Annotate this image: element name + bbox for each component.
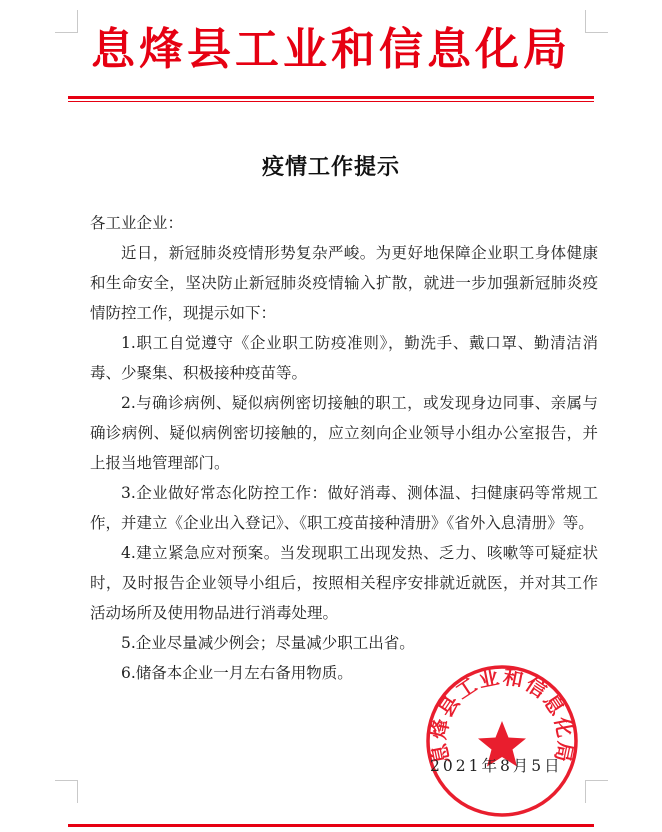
intro-paragraph: 近日，新冠肺炎疫情形势复杂严峻。为更好地保障企业职工身体健康和生命安全，坚决防止新冠肺炎疫情输入扩散，就进一步加强新冠肺炎疫情防控工作，现提示如下： — [90, 244, 598, 322]
crop-mark-bottom-left — [55, 780, 78, 803]
list-item-4: 4.建立紧急应对预案。当发现职工出现发热、乏力、咳嗽等可疑症状时，及时报告企业领导小组后，按照相关程序安排就近就医，并对其工作活动场所及使用物品进行消毒处理。 — [90, 544, 598, 622]
salutation: 各工业企业： — [90, 214, 184, 232]
list-item-6: 6.储备本企业一月左右备用物质。 — [121, 664, 353, 682]
document-date: 2021年8月5日 — [430, 757, 563, 775]
footer-rule — [68, 824, 594, 827]
list-item-2: 2.与确诊病例、疑似病例密切接触的职工，或发现身边同事、亲属与确诊病例、疑似病例密切接触的，应立刻向企业领导小组办公室报告，并上报当地管理部门。 — [90, 394, 598, 472]
official-seal — [424, 663, 580, 819]
masthead-org-name: 息烽县工业和信息化局 — [91, 24, 571, 75]
masthead-rule-thin — [68, 101, 594, 102]
document-title: 疫情工作提示 — [261, 154, 400, 180]
document-body — [90, 208, 598, 688]
list-item-1: 1.职工自觉遵守《企业职工防疫准则》，勤洗手、戴口罩、勤清洁消毒、少聚集、积极接种疫苗等。 — [90, 334, 598, 382]
crop-mark-bottom-right — [585, 780, 608, 803]
list-item-3: 3.企业做好常态化防控工作：做好消毒、测体温、扫健康码等常规工作，并建立《企业出入登记》、《职工疫苗接种清册》《省外入息清册》等。 — [90, 484, 598, 532]
masthead-rule-thick — [68, 96, 594, 99]
seal-arc-text: 息烽县工业和信息化局 — [426, 664, 578, 767]
list-item-5: 5.企业尽量减少例会；尽量减少职工出省。 — [121, 634, 415, 652]
